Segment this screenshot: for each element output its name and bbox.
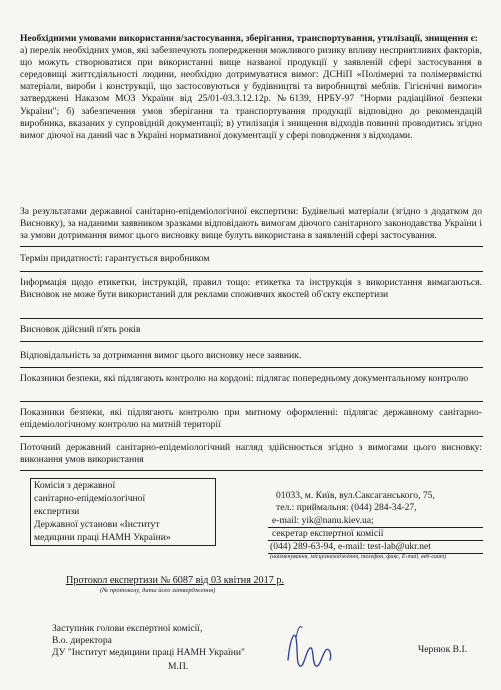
commission-email: e-mail: yik@nanu.kiev.ua; bbox=[272, 515, 374, 526]
shelf-life: Термін придатності: гарантується виробником bbox=[20, 253, 210, 264]
divider bbox=[20, 367, 483, 368]
conditions-section bbox=[20, 33, 482, 142]
supervision: Поточний державний санітарно-епідеміологічний нагляд здійснюється згідно з вимогами цього висновку: виконання умов використання bbox=[20, 442, 482, 466]
signatory-institution: ДУ "Інститут медицини праці НАМН України" bbox=[52, 647, 245, 658]
commission-line: санітарно-епідеміологічної bbox=[34, 493, 146, 504]
protocol-caption: (№ протоколу, дата його затвердження) bbox=[100, 587, 216, 594]
commission-line: Державної установи «Інститут bbox=[34, 519, 160, 530]
divider bbox=[20, 246, 483, 247]
signatory-name: Чернюк В.І. bbox=[418, 644, 468, 655]
divider bbox=[20, 470, 483, 471]
signatory-title: Заступник голови експертної комісії, bbox=[52, 623, 203, 634]
commission-box bbox=[30, 478, 216, 546]
commission-address: 01033, м. Київ, вул.Саксаганського, 75, bbox=[276, 490, 435, 501]
signatory-role: В.о. директора bbox=[52, 635, 112, 646]
secretary-contact: (044) 289-63-94, e-mail: test-lab@ukr.net bbox=[270, 541, 431, 552]
label-info: Інформація щодо етикетки, інструкцій, правил тощо: етикетка та інструкція з використання вимагаються. Висновок не може бути використаний для реклами споживчих якостей об'єкту експертизи bbox=[20, 277, 482, 301]
customs-control: Показники безпеки, які підлягають контролю при митному оформленні: підлягає державному санітарно-епідеміологічному контролю на митній території bbox=[20, 407, 482, 431]
border-control: Показники безпеки, які підлягають контролю на кордоні: підлягає попередньому документальному контролю bbox=[20, 373, 469, 384]
conditions-body: а) перелік необхідних умов, які забезпечують попередження можливого ризику впливу несприятливих факторів, що можуть створюватися при використанні вище названої продукції у заявленій сфері застосування в середовищі життєдіяльності людини, необхідно дотримуватися вимог: ДСНіП «Полімерні та полімервмісткі матеріали, вироби і конструкції, що застосовуються у будівництві та виробництві меблів. Гігієнічні вимоги» затверджені Наказом МОЗ України від 25/01-03.3.12.12р. №6139, НРБУ-97 "Норми радіаційної безпеки України"; б) забезпечення умов зберігання та транспортування продукції відповідно до рекомендацій виробника, вказаних у супровідній документації; в) утилізація і знищення відходів повинні проводитись згідно вимог діючої на даний час в Україні нормативної документації у сфері поводження з відходами. bbox=[20, 45, 482, 141]
protocol-line: Протокол експертизи № 6087 від 03 квітня 2017 р. bbox=[66, 575, 285, 586]
commission-line: експертизи bbox=[34, 506, 80, 517]
validity-period: Висновок дійсний п'ять років bbox=[20, 324, 141, 335]
divider bbox=[20, 318, 483, 319]
handwritten-signature bbox=[282, 620, 338, 680]
divider bbox=[20, 401, 483, 402]
divider bbox=[20, 436, 483, 437]
commission-line: медицини праці НАМН України» bbox=[34, 532, 171, 543]
expertise-result: За результатами державної санітарно-епідеміологічної експертизи: Будівельні матеріали (згідно з додатком до Висновку), за наданими заявником зразками відповідають вимогам діючого санітарного законодавства України і за умови дотримання вимог цього висновку вище булуть використана в заявленій сфері застосування. bbox=[20, 206, 482, 242]
responsibility: Відповідальність за дотримання вимог цього висновку несе заявник. bbox=[20, 350, 302, 361]
secretary-label: секретар експертної комісії bbox=[272, 528, 384, 539]
contact-caption: (найменування, місцезнаходження, телефон, факс, E-mail, веб-сайт) bbox=[270, 554, 447, 560]
conditions-heading: Необхідними умовами використання/застосування, зберігання, транспортування, утилізації, знищення є: bbox=[20, 33, 478, 44]
commission-line: Комісія з державної bbox=[34, 480, 116, 491]
divider bbox=[20, 271, 483, 272]
stamp-placeholder: М.П. bbox=[168, 661, 189, 672]
divider bbox=[20, 341, 483, 342]
commission-phone: тел.: приймальня: (044) 284-34-27, bbox=[276, 502, 417, 513]
